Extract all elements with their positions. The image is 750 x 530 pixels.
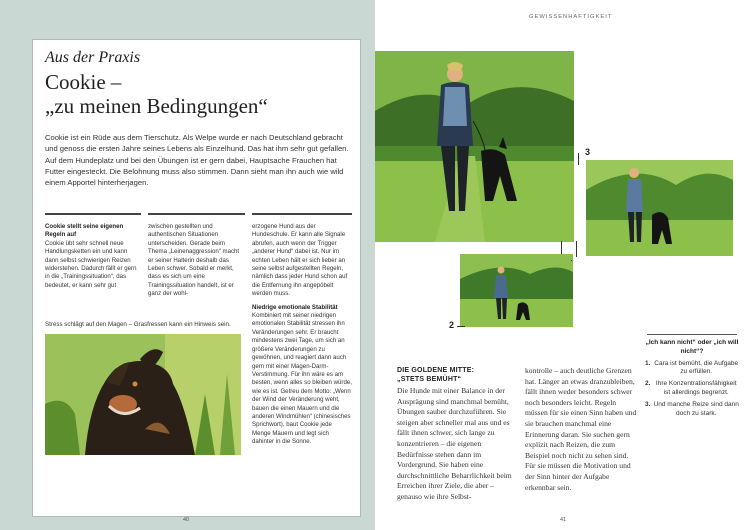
column-text: erzogene Hund aus der Hundeschule. Er kann alle Signale abrufen, auch wenn der Trigger „anderer Hund“ dabei ist. Nur im echten Leben hält er sich lieber an seine selbst aufgestellten Regeln, nämlich dass jeder Hund schon auf die Entfernung ihn angepöbelt werden muss. (252, 223, 348, 298)
list-number: 1. (645, 359, 651, 367)
column-text: Cookie übt sehr schnell neue Handlungsketten ein und kann dann selbst schwierigen Reizen widerstehen. Dadurch fällt er gern in die „Trainingssituation“, das bedeutet, er kann sehr gut (45, 239, 137, 289)
body-column-1: Die Hunde mit einer Balance in der Ausprägung sind manchmal bemüht, Übungen sauber durchzuführen. Sie steigen aber schneller mal aus und es fällt ihnen schwer, sich lange zu konzentrieren – die eigenen Bedürfnisse stehen dann im Vordergrund. Sie haben eine durchschnittliche Beharrlichkeit beim Erreichen ihrer Ziele, die aber – genauso wie ihre Selbst- (397, 386, 512, 501)
page-title (45, 70, 345, 118)
column-heading: Cookie stellt seine eigenen Regeln auf (45, 223, 124, 239)
list-item (645, 401, 739, 419)
page-number: 41 (560, 517, 567, 523)
divider (148, 213, 245, 215)
page-number: 40 (183, 517, 190, 523)
list-text: Cara ist bemüht, die Aufgabe zu erfüllen. (654, 359, 739, 376)
column-b (148, 223, 245, 299)
photo-number-2: 2 (449, 320, 455, 330)
photo-caption: Stress schlägt auf den Magen – Grasfressen kann ein Hinweis sein. (45, 321, 231, 328)
woman-with-dog-photo (586, 160, 733, 256)
photo-frame (578, 153, 586, 165)
divider (252, 213, 352, 215)
list-text: Und manche Reize sind dann doch zu stark. (653, 400, 739, 417)
heading-line-1: DIE GOLDENE MITTE: (397, 367, 475, 374)
section-heading (397, 366, 517, 384)
photo-number-3: 3 (585, 147, 591, 157)
column-a (45, 223, 141, 290)
woman-with-dog-icon (586, 160, 733, 256)
practice-box (32, 39, 361, 517)
sidebar-title: „Ich kann nicht“ oder „ich will nicht“? (645, 339, 739, 355)
column-text: Kombiniert mit seiner niedrigen emotionalen Stabilität stressen ihn Veränderungen sehr. Er braucht mindestens zwei Tage, um sich an größere Veränderungen zu gewöhnen, und reagiert dann auch gern mit einer Magen-Darm-Verstimmung. Für ihn wäre es am besten, wenn alles so bleiben würde, wie es ist. Getreu dem Motto: „Wenn der Wind der Veränderung weht, bauen die einen Mauern und die anderen Windmühlen“ (chinesisches Sprichwort), baut Cookie jede Menge Mauern und legt sich dahinter in die Sonne. (252, 312, 352, 446)
body-column-2: kontrolle – auch deutliche Grenzen hat. Länger an etwas dranzubleiben, fällt ihnen weder besonders schwer noch besonders leicht. Regeln müssen für sie einen Sinn haben und sie brauchen manchmal eine Erinnerung daran. Sie suchen gern explizit nach Reizen, die zum Beispiel noch nicht zu sehen sind. Für sie müssen die Motivation und der Sinn hinter der Aufgabe erkennbar sein. (525, 366, 637, 492)
sidebar (645, 328, 739, 418)
woman-with-dog-icon (375, 51, 574, 242)
column-c (252, 223, 352, 447)
photo-frame (571, 260, 572, 261)
title-line-2: „zu meinen Bedingungen“ (45, 94, 268, 118)
intro-paragraph: Cookie ist ein Rüde aus dem Tierschutz. Als Welpe wurde er nach Deutschland gebracht und genoss die ersten Jahre seines Lebens als Einzelhund. Das hat ihm sehr gut gefallen. Auf dem Hundeplatz und bei den Übungen ist er gern dabei, Hauptsache Frauchen hat Futter eingesteckt. Die Belohnung muss also stimmen. Dann sieht man ihn auch wie wild einem Apportel hinterherjagen. (45, 133, 349, 188)
list-item (645, 360, 739, 378)
list-text: Ihre Konzentrationsfähigkeit ist allerdings begrenzt. (655, 380, 737, 396)
photo-frame (457, 326, 465, 327)
list-number: 2. (645, 380, 651, 388)
column-text: zwischen gestellten und authentischen Situationen unterscheiden. Gerade beim Thema „Leinenaggression“ macht er seiner Halterin deshalb das Leben schwer. Sobald er merkt, dass es sich um eine Trainingssituation handelt, ist er ganz der wohl- (148, 223, 240, 298)
divider (45, 213, 141, 215)
column-heading: Niedrige emotionale Stabilität (252, 303, 338, 311)
title-line-1: Cookie – (45, 70, 122, 94)
woman-with-dog-photo (375, 51, 574, 242)
running-head: GEWISSENHAFTIGKEIT (529, 14, 613, 20)
divider (647, 334, 737, 335)
list-number: 3. (645, 400, 651, 408)
dog-photo (45, 334, 241, 455)
dog-photo-icon (45, 334, 241, 455)
heading-line-2: „STETS BEMÜHT“ (397, 376, 462, 383)
woman-with-dog-photo (460, 254, 573, 327)
woman-with-dog-icon (460, 254, 573, 327)
right-page (375, 0, 750, 530)
kicker: Aus der Praxis (45, 49, 141, 66)
list-item (645, 380, 739, 398)
